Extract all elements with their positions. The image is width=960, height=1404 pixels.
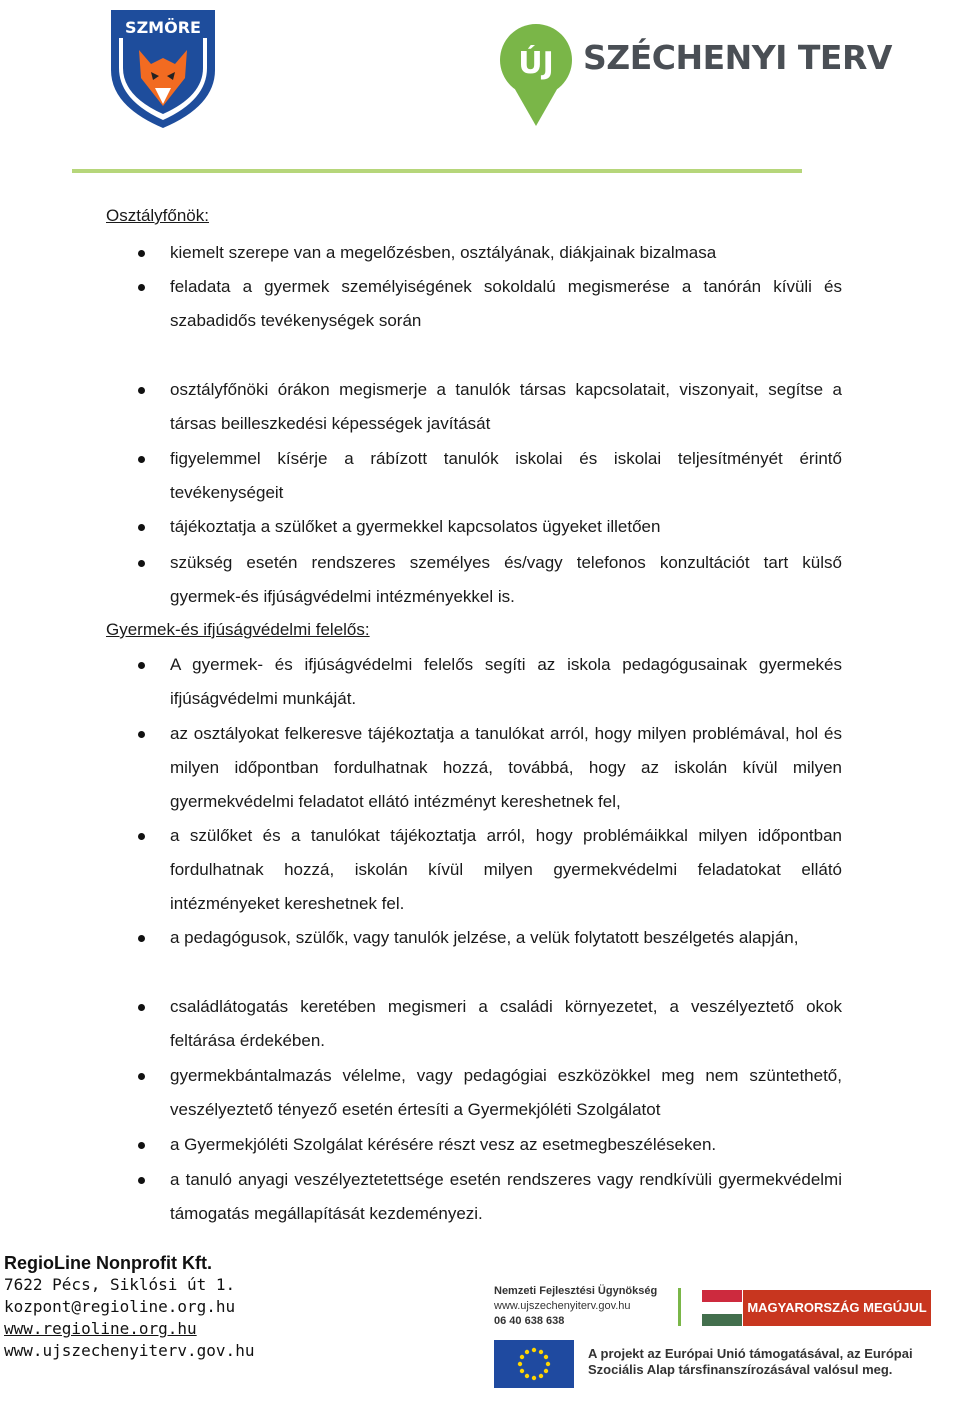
bullet-icon (138, 833, 145, 840)
bullet-icon (138, 662, 145, 669)
bullet-icon (138, 1177, 145, 1184)
nfu-block (494, 1284, 657, 1329)
bullet-icon (138, 387, 145, 394)
bullet-icon (138, 935, 145, 942)
footer-divider (678, 1288, 681, 1326)
company-address: 7622 Pécs, Siklósi út 1. (4, 1275, 236, 1294)
magyarorszag-megujul-badge: MAGYARORSZÁG MEGÚJUL (743, 1290, 931, 1326)
eu-funding-text: A projekt az Európai Unió támogatásával, az Európai Szociális Alap társfinanszírozásával valósul meg. (588, 1346, 913, 1377)
szechenyi-terv-text: SZÉCHENYI TERV (583, 38, 892, 77)
bullet-icon (138, 284, 145, 291)
szmore-logo (103, 6, 223, 130)
uj-szechenyi-terv-logo (498, 18, 892, 130)
bullet-icon (138, 560, 145, 567)
bullet-icon (138, 731, 145, 738)
bullet-icon (138, 456, 145, 463)
list-item: A gyermek- és ifjúságvédelmi felelős segíti az iskola pedagógusainak gyermekés ifjúságvédelmi munkáját. (170, 648, 842, 716)
header-divider (72, 169, 802, 173)
list-item: családlátogatás keretében megismeri a családi környezetet, a veszélyeztető okok feltárása érdekében. (170, 990, 842, 1058)
list-item: gyermekbántalmazás vélelme, vagy pedagógiai eszközökkel meg nem szüntethető, veszélyeztető tényező esetén értesíti a Gyermekjóléti Szolgálatot (170, 1059, 842, 1127)
uj-text: ÚJ (518, 46, 554, 81)
bullet-icon (138, 1004, 145, 1011)
list-item: a pedagógusok, szülők, vagy tanulók jelzése, a velük folytatott beszélgetés alapján, (170, 921, 842, 955)
bullet-icon (138, 524, 145, 531)
list-item: a tanuló anyagi veszélyeztetettsége esetén rendszeres vagy rendkívüli gyermekvédelmi támogatás megállapítását kezdeményezi. (170, 1163, 842, 1231)
list-item: kiemelt szerepe van a megelőzésben, osztályának, diákjainak bizalmasa (170, 236, 842, 270)
list-item: az osztályokat felkeresve tájékoztatja a tanulókat arról, hogy milyen problémával, hol és milyen időpontban fordulhatnak hozzá, továbbá, hogy az iskolán kívül milyen gyermekvédelmi feladatot ellátó intézményt kereshetnek fel, (170, 717, 842, 819)
list-item: figyelemmel kísérje a rábízott tanulók iskolai és iskolai teljesítményét érintő tevékenységeit (170, 442, 842, 510)
bullet-icon (138, 250, 145, 257)
nfu-web: www.ujszechenyiterv.gov.hu (494, 1300, 631, 1312)
list-item: osztályfőnöki órákon megismerje a tanulók társas kapcsolatait, viszonyait, segítse a társas beilleszkedési képességek javítását (170, 373, 842, 441)
nfu-phone: 06 40 638 638 (494, 1315, 565, 1327)
website-ujszechenyiterv: www.ujszechenyiterv.gov.hu (4, 1341, 255, 1360)
bullet-icon (138, 1073, 145, 1080)
list-item: szükség esetén rendszeres személyes és/vagy telefonos konzultációt tart külső gyermek-és ifjúságvédelmi intézményekkel is. (170, 546, 842, 614)
eu-flag-icon (494, 1340, 574, 1388)
list-item: feladata a gyermek személyiségének sokoldalú megismerése a tanórán kívüli és szabadidős tevékenységek során (170, 270, 842, 338)
company-email: kozpont@regioline.org.hu (4, 1297, 236, 1316)
hungarian-flag-icon (702, 1290, 742, 1326)
company-name: RegioLine Nonprofit Kft. (4, 1253, 212, 1273)
list-item: a Gyermekjóléti Szolgálat kérésére részt vesz az esetmegbeszéléseken. (170, 1128, 842, 1162)
bullet-icon (138, 1142, 145, 1149)
heading-osztalyfonok: Osztályfőnök: (106, 206, 209, 225)
heading-gyermekvedelem: Gyermek-és ifjúságvédelmi felelős: (106, 620, 370, 639)
footer-contact (4, 1252, 254, 1362)
list-item: a szülőket és a tanulókat tájékoztatja arról, hogy problémáikkal milyen időpontban fordulhatnak hozzá, iskolán kívül milyen gyermekvédelmi feladatokat ellátó intézményeket kereshetnek fel. (170, 819, 842, 921)
website-link-regioline[interactable]: www.regioline.org.hu (4, 1319, 197, 1338)
list-item: tájékoztatja a szülőket a gyermekkel kapcsolatos ügyeket illetően (170, 510, 842, 544)
szmore-logo-text: SZMÖRE (125, 18, 201, 37)
nfu-name: Nemzeti Fejlesztési Ügynökség (494, 1285, 658, 1297)
